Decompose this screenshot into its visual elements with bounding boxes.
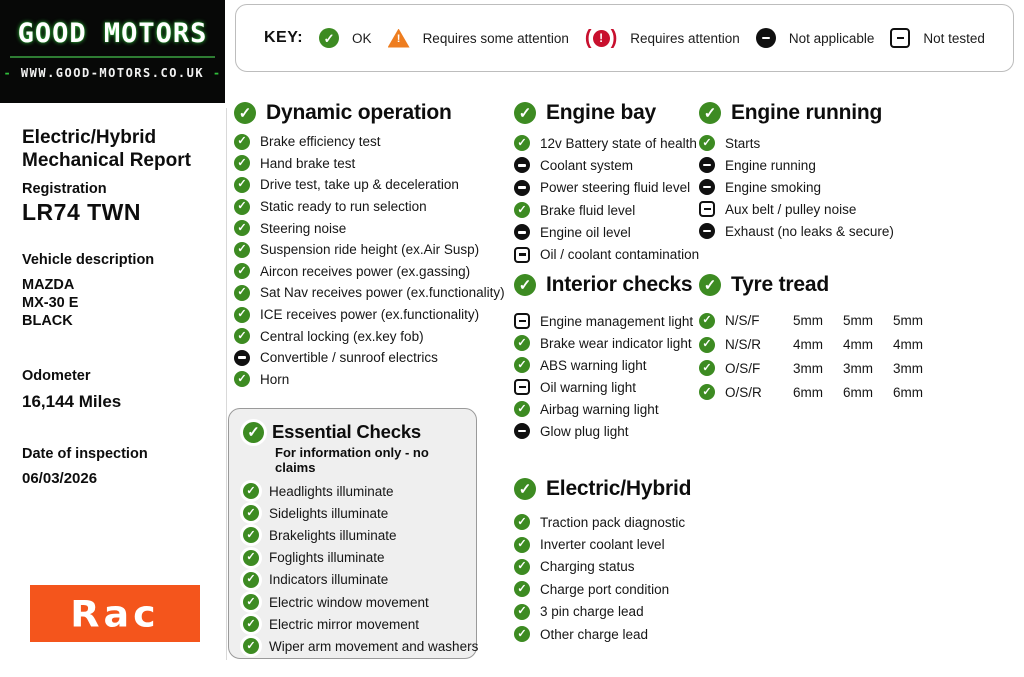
report-title [22, 126, 212, 172]
not-tested-icon [514, 247, 530, 263]
check-item-label: Charging status [540, 559, 635, 575]
check-item-label: Wiper arm movement and washers [269, 638, 479, 654]
check-item [699, 154, 894, 176]
section-engine-running [699, 101, 894, 242]
tyre-depth-value: 4mm [843, 337, 873, 353]
check-item-label: Central locking (ex.key fob) [260, 328, 424, 344]
check-item [514, 578, 691, 600]
section-title: Dynamic operation [266, 101, 452, 124]
check-item [514, 132, 699, 154]
tyre-tread-row [699, 333, 933, 357]
alert-exclamation-icon [593, 30, 610, 47]
ok-check-icon [514, 401, 530, 417]
check-item-label: Oil warning light [540, 379, 637, 395]
ok-check-icon [514, 135, 530, 151]
requires-some-attention-icon [388, 29, 410, 48]
tyre-depth-value: 5mm [793, 313, 823, 329]
check-item [514, 601, 691, 623]
check-item-label: Starts [725, 135, 761, 151]
check-item [243, 547, 464, 569]
key-item [585, 28, 740, 48]
ok-check-icon [234, 102, 256, 124]
check-item [234, 325, 505, 347]
section-title: Interior checks [546, 273, 693, 296]
ok-check-icon [514, 102, 536, 124]
check-list [514, 511, 691, 645]
inspection-date-label: Date of inspection [22, 446, 148, 462]
check-item-label: Aircon receives power (ex.gassing) [260, 263, 471, 279]
check-item-label: Engine oil level [540, 224, 631, 240]
check-item [243, 480, 464, 502]
section-header [514, 477, 691, 501]
report-title-line2: Mechanical Report [22, 150, 191, 171]
section-title: Essential Checks [272, 421, 421, 442]
not-tested-icon [514, 379, 530, 395]
not-applicable-icon [699, 223, 715, 239]
ok-check-icon [699, 135, 715, 151]
tyre-position-label: O/S/R [725, 384, 762, 400]
registration-value: LR74 TWN [22, 199, 141, 225]
check-item-label: Sidelights illuminate [269, 505, 389, 521]
check-item-label: 12v Battery state of health [540, 135, 697, 151]
section-electric-hybrid [514, 477, 691, 645]
check-list [514, 132, 699, 266]
check-item [514, 243, 699, 265]
check-item [514, 221, 699, 243]
check-item [514, 376, 693, 398]
check-item [514, 511, 691, 533]
ok-check-icon [243, 483, 259, 499]
ok-check-icon [699, 360, 715, 376]
check-item-label: Electric mirror movement [269, 616, 420, 632]
check-item [234, 131, 505, 153]
report-title-line1: Electric/Hybrid [22, 127, 157, 148]
check-item [234, 239, 505, 261]
check-item [514, 177, 699, 199]
check-item [514, 398, 693, 420]
not-tested-icon [699, 201, 715, 217]
ok-check-icon [514, 274, 536, 296]
check-item-label: Traction pack diagnostic [540, 514, 686, 530]
check-item [514, 556, 691, 578]
alert-paren-right: ) [610, 27, 618, 49]
ok-check-icon [514, 357, 530, 373]
section-header [514, 273, 693, 297]
not-applicable-icon [514, 157, 530, 173]
key-item-label: Requires attention [630, 30, 740, 46]
check-item-label: Brake wear indicator light [540, 335, 692, 351]
check-item [243, 502, 464, 524]
ok-check-icon [699, 102, 721, 124]
registration-label: Registration [22, 181, 107, 197]
key-title: KEY: [264, 29, 304, 46]
check-item-label: Horn [260, 371, 290, 387]
check-item-label: Foglights illuminate [269, 550, 385, 566]
tyre-tread-table [699, 309, 933, 404]
vehicle-description [22, 276, 78, 330]
vehicle-make: MAZDA [22, 277, 75, 293]
tyre-position-label: N/S/R [725, 337, 762, 353]
check-item-label: Convertible / sunroof electrics [260, 350, 438, 366]
check-item-label: Glow plug light [540, 423, 629, 439]
check-item [514, 310, 693, 332]
tyre-depth-value: 4mm [893, 337, 923, 353]
check-list [514, 310, 693, 442]
key-item-label: Requires some attention [422, 30, 569, 46]
inspection-date-value: 06/03/2026 [22, 470, 98, 487]
check-item-label: Exhaust (no leaks & secure) [725, 223, 894, 239]
rac-logo-text: Rac [70, 592, 160, 635]
tyre-position-label: N/S/F [725, 313, 760, 329]
tyre-tread-row [699, 380, 933, 404]
check-item-label: Headlights illuminate [269, 483, 394, 499]
check-item [699, 132, 894, 154]
check-item [243, 591, 464, 613]
ok-check-icon [514, 478, 536, 500]
not-tested-icon [890, 28, 910, 48]
key-item [319, 28, 372, 48]
section-dynamic-operation [234, 101, 505, 390]
ok-check-icon [243, 594, 259, 610]
check-item-label: Brakelights illuminate [269, 527, 397, 543]
check-item [234, 174, 505, 196]
ok-check-icon [699, 337, 715, 353]
check-item-label: ABS warning light [540, 357, 647, 373]
check-item-label: Oil / coolant contamination [540, 247, 700, 263]
ok-check-icon [699, 313, 715, 329]
tyre-depth-value: 6mm [843, 384, 873, 400]
key-item [890, 28, 985, 48]
sidebar-divider [226, 108, 227, 660]
section-essential-checks [228, 408, 477, 659]
section-header [243, 421, 464, 443]
requires-attention-icon [585, 28, 617, 48]
ok-check-icon [243, 616, 259, 632]
check-item [514, 199, 699, 221]
check-item-label: Brake fluid level [540, 202, 636, 218]
check-list [234, 131, 505, 390]
ok-check-icon [234, 220, 250, 236]
check-item [243, 635, 479, 657]
section-engine-bay [514, 101, 699, 266]
check-item-label: Electric window movement [269, 594, 429, 610]
good-motors-logo [0, 0, 225, 103]
section-interior-checks [514, 273, 693, 442]
ok-check-icon [514, 626, 530, 642]
rac-logo [30, 585, 200, 642]
check-item-label: Static ready to run selection [260, 199, 427, 215]
section-title: Engine bay [546, 101, 657, 124]
ok-check-icon [243, 422, 264, 443]
ok-check-icon [234, 307, 250, 323]
check-item [514, 154, 699, 176]
vehicle-description-label: Vehicle description [22, 252, 155, 268]
not-applicable-icon [514, 180, 530, 196]
ok-check-icon [319, 28, 339, 48]
section-tyre-tread [699, 273, 933, 404]
alert-paren-left: ( [584, 27, 592, 49]
logo-divider [10, 56, 215, 58]
odometer-label: Odometer [22, 368, 91, 384]
essential-checks-subtitle: For information only - no claims [275, 445, 429, 475]
ok-check-icon [243, 572, 259, 588]
tyre-depth-value: 5mm [893, 313, 923, 329]
check-item [234, 217, 505, 239]
check-item-label: 3 pin charge lead [540, 604, 644, 620]
ok-check-icon [234, 155, 250, 171]
ok-check-icon [234, 177, 250, 193]
check-item-label: Coolant system [540, 157, 634, 173]
check-item [234, 282, 505, 304]
ok-check-icon [699, 274, 721, 296]
ok-check-icon [243, 550, 259, 566]
check-item-label: Charge port condition [540, 581, 670, 597]
section-header [699, 101, 894, 125]
brand-website[interactable]: - WWW.GOOD-MOTORS.CO.UK - [0, 66, 225, 80]
check-item [514, 533, 691, 555]
check-item [514, 420, 693, 442]
ok-check-icon [234, 285, 250, 301]
ok-check-icon [243, 527, 259, 543]
ok-check-icon [699, 384, 715, 400]
check-item-label: Inverter coolant level [540, 537, 665, 553]
not-applicable-icon [756, 28, 776, 48]
check-item [234, 261, 505, 283]
not-applicable-icon [699, 157, 715, 173]
vehicle-colour: BLACK [22, 313, 73, 329]
ok-check-icon [234, 242, 250, 258]
tyre-tread-row [699, 309, 933, 333]
check-item [234, 347, 505, 369]
tyre-depth-value: 4mm [793, 337, 823, 353]
vehicle-model: MX-30 E [22, 295, 79, 311]
section-title: Tyre tread [731, 273, 829, 296]
check-item [234, 153, 505, 175]
check-item-label: Sat Nav receives power (ex.functionality) [260, 285, 505, 301]
section-title: Electric/Hybrid [546, 477, 692, 500]
ok-check-icon [514, 581, 530, 597]
check-item-label: Other charge lead [540, 626, 649, 642]
check-item-label: Airbag warning light [540, 401, 659, 417]
key-item-label: OK [352, 30, 372, 46]
ok-check-icon [234, 134, 250, 150]
check-item [234, 369, 505, 391]
section-header [514, 101, 699, 125]
not-applicable-icon [234, 350, 250, 366]
check-item-label: Power steering fluid level [540, 180, 691, 196]
check-item-label: Engine running [725, 157, 816, 173]
check-item-label: Hand brake test [260, 155, 356, 171]
check-item [699, 220, 894, 242]
not-applicable-icon [514, 224, 530, 240]
ok-check-icon [514, 335, 530, 351]
not-applicable-icon [514, 423, 530, 439]
check-list [699, 132, 894, 242]
ok-check-icon [514, 202, 530, 218]
ok-check-icon [514, 604, 530, 620]
ok-check-icon [234, 328, 250, 344]
ok-check-icon [234, 371, 250, 387]
ok-check-icon [234, 199, 250, 215]
key-item-label: Not tested [923, 30, 985, 46]
check-item-label: Brake efficiency test [260, 134, 381, 150]
tyre-tread-row [699, 357, 933, 381]
ok-check-icon [514, 537, 530, 553]
check-item-label: Aux belt / pulley noise [725, 201, 857, 217]
tyre-depth-value: 3mm [793, 360, 823, 376]
key-item [388, 29, 569, 48]
key-item-label: Not applicable [788, 30, 875, 46]
check-item [243, 613, 464, 635]
check-item-label: Engine smoking [725, 179, 822, 195]
check-item [514, 623, 691, 645]
ok-check-icon [514, 514, 530, 530]
key-item [756, 28, 875, 48]
section-header [234, 101, 505, 125]
check-item-label: Steering noise [260, 220, 347, 236]
check-item [243, 569, 464, 591]
tyre-position-label: O/S/F [725, 360, 761, 376]
check-item-label: ICE receives power (ex.functionality) [260, 307, 480, 323]
ok-check-icon [514, 559, 530, 575]
ok-check-icon [243, 505, 259, 521]
not-tested-icon [514, 313, 530, 329]
tyre-depth-value: 6mm [793, 384, 823, 400]
check-item [234, 196, 505, 218]
check-list [243, 480, 479, 658]
tyre-depth-value: 3mm [843, 360, 873, 376]
brand-name: GOOD MOTORS [17, 18, 208, 49]
section-title: Engine running [731, 101, 883, 124]
check-item [514, 354, 693, 376]
check-item-label: Engine management light [540, 313, 694, 329]
check-item-label: Drive test, take up & deceleration [260, 177, 459, 193]
tyre-depth-value: 3mm [893, 360, 923, 376]
tyre-depth-value: 5mm [843, 313, 873, 329]
check-item [699, 176, 894, 198]
tyre-depth-value: 6mm [893, 384, 923, 400]
check-item [514, 332, 693, 354]
ok-check-icon [234, 263, 250, 279]
check-item-label: Suspension ride height (ex.Air Susp) [260, 242, 480, 258]
check-item [234, 304, 505, 326]
check-item [243, 524, 464, 546]
section-header [699, 273, 933, 297]
odometer-value: 16,144 Miles [22, 392, 122, 411]
not-applicable-icon [699, 179, 715, 195]
check-item-label: Indicators illuminate [269, 572, 389, 588]
key-legend [235, 4, 1014, 72]
ok-check-icon [243, 638, 259, 654]
check-item [699, 198, 894, 220]
